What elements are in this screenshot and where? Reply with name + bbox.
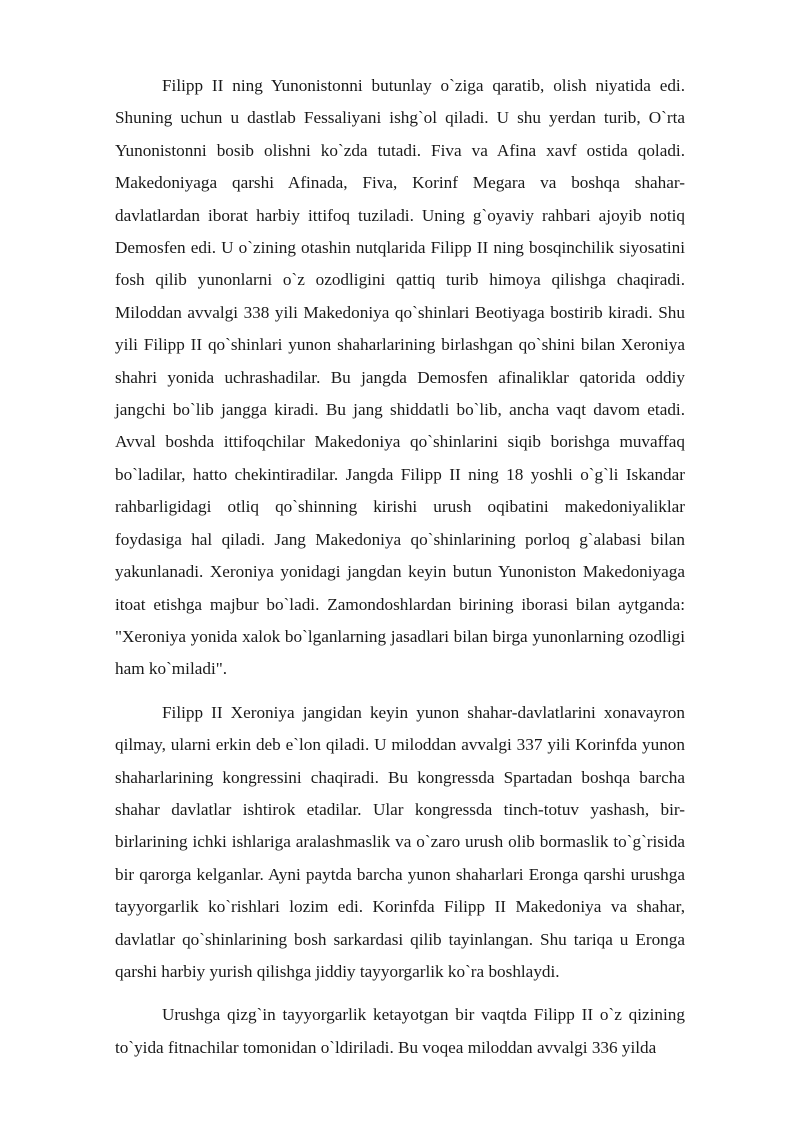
paragraph-1: Filipp II ning Yunonistonni butunlay o`ziga qaratib, olish niyatida edi. Shuning uchun u dastlab Fessaliyani ishg`ol qiladi. U shu yerdan turib, O`rta Yunonistonni bosib olishni ko`zda tutadi. Fiva va Afina xavf ostida qoladi. Makedoniyaga qarshi Afinada, Fiva, Korinf Megara va boshqa shahar-davlatlardan iborat harbiy ittifoq tuziladi. Uning g`oyaviy rahbari ajoyib notiq Demosfen edi. U o`zining otashin nutqlarida Filipp II ning bosqinchilik siyosatini fosh qilib yunonlarni o`z ozodligini qattiq turib himoya qilishga chaqiradi. Miloddan avvalgi 338 yili Makedoniya qo`shinlari Beotiyaga bostirib kiradi. Shu yili Filipp II qo`shinlari yunon shaharlarining birlashgan qo`shini bilan Xeroniya shahri yonida uchrashadilar. Bu jangda Demosfen afinaliklar qatorida oddiy jangchi bo`lib jangga kiradi. Bu jang shiddatli bo`lib, ancha vaqt davom etadi. Avval boshda ittifoqchilar Makedoniya qo`shinlarini siqib borishga muvaffaq bo`ladilar, hatto chekintiradilar. Jangda Filipp II ning 18 yoshli o`g`li Iskandar rahbarligidagi otliq qo`shinning kirishi urush oqibatini makedoniyaliklar foydasiga hal qiladi. Jang Makedoniya qo`shinlarining porloq g`alabasi bilan yakunlanadi. Xeroniya yonidagi jangdan keyin butun Yunoniston Makedoniyaga itoat etishga majbur bo`ladi. Zamondoshlardan birining iborasi bilan aytganda: "Xeroniya yonida xalok bo`lganlarning jasadlari bilan birga yunonlarning ozodligi ham ko`miladi".: [115, 76, 685, 679]
document-body: [115, 70, 685, 1064]
paragraph-3: Urushga qizg`in tayyorgarlik ketayotgan bir vaqtda Filipp II o`z qizining to`yida fitnachilar tomonidan o`ldiriladi. Bu voqea miloddan avvalgi 336 yilda: [115, 1005, 685, 1057]
paragraph-2: Filipp II Xeroniya jangidan keyin yunon shahar-davlatlarini xonavayron qilmay, ularni erkin deb e`lon qiladi. U miloddan avvalgi 337 yili Korinfda yunon shaharlarining kongressini chaqiradi. Bu kongressda Spartadan boshqa barcha shahar davlatlar ishtirok etadilar. Ular kongressda tinch-totuv yashash, bir-birlarining ichki ishlariga aralashmaslik va o`zaro urush olib bormaslik to`g`risida bir qarorga kelganlar. Ayni paytda barcha yunon shaharlari Eronga qarshi urushga tayyorgarlik ko`rishlari lozim edi. Korinfda Filipp II Makedoniya va shahar, davlatlar qo`shinlarining bosh sarkardasi qilib tayinlangan. Shu tariqa u Eronga qarshi harbiy yurish qilishga jiddiy tayyorgarlik ko`ra boshlaydi.: [115, 702, 685, 981]
